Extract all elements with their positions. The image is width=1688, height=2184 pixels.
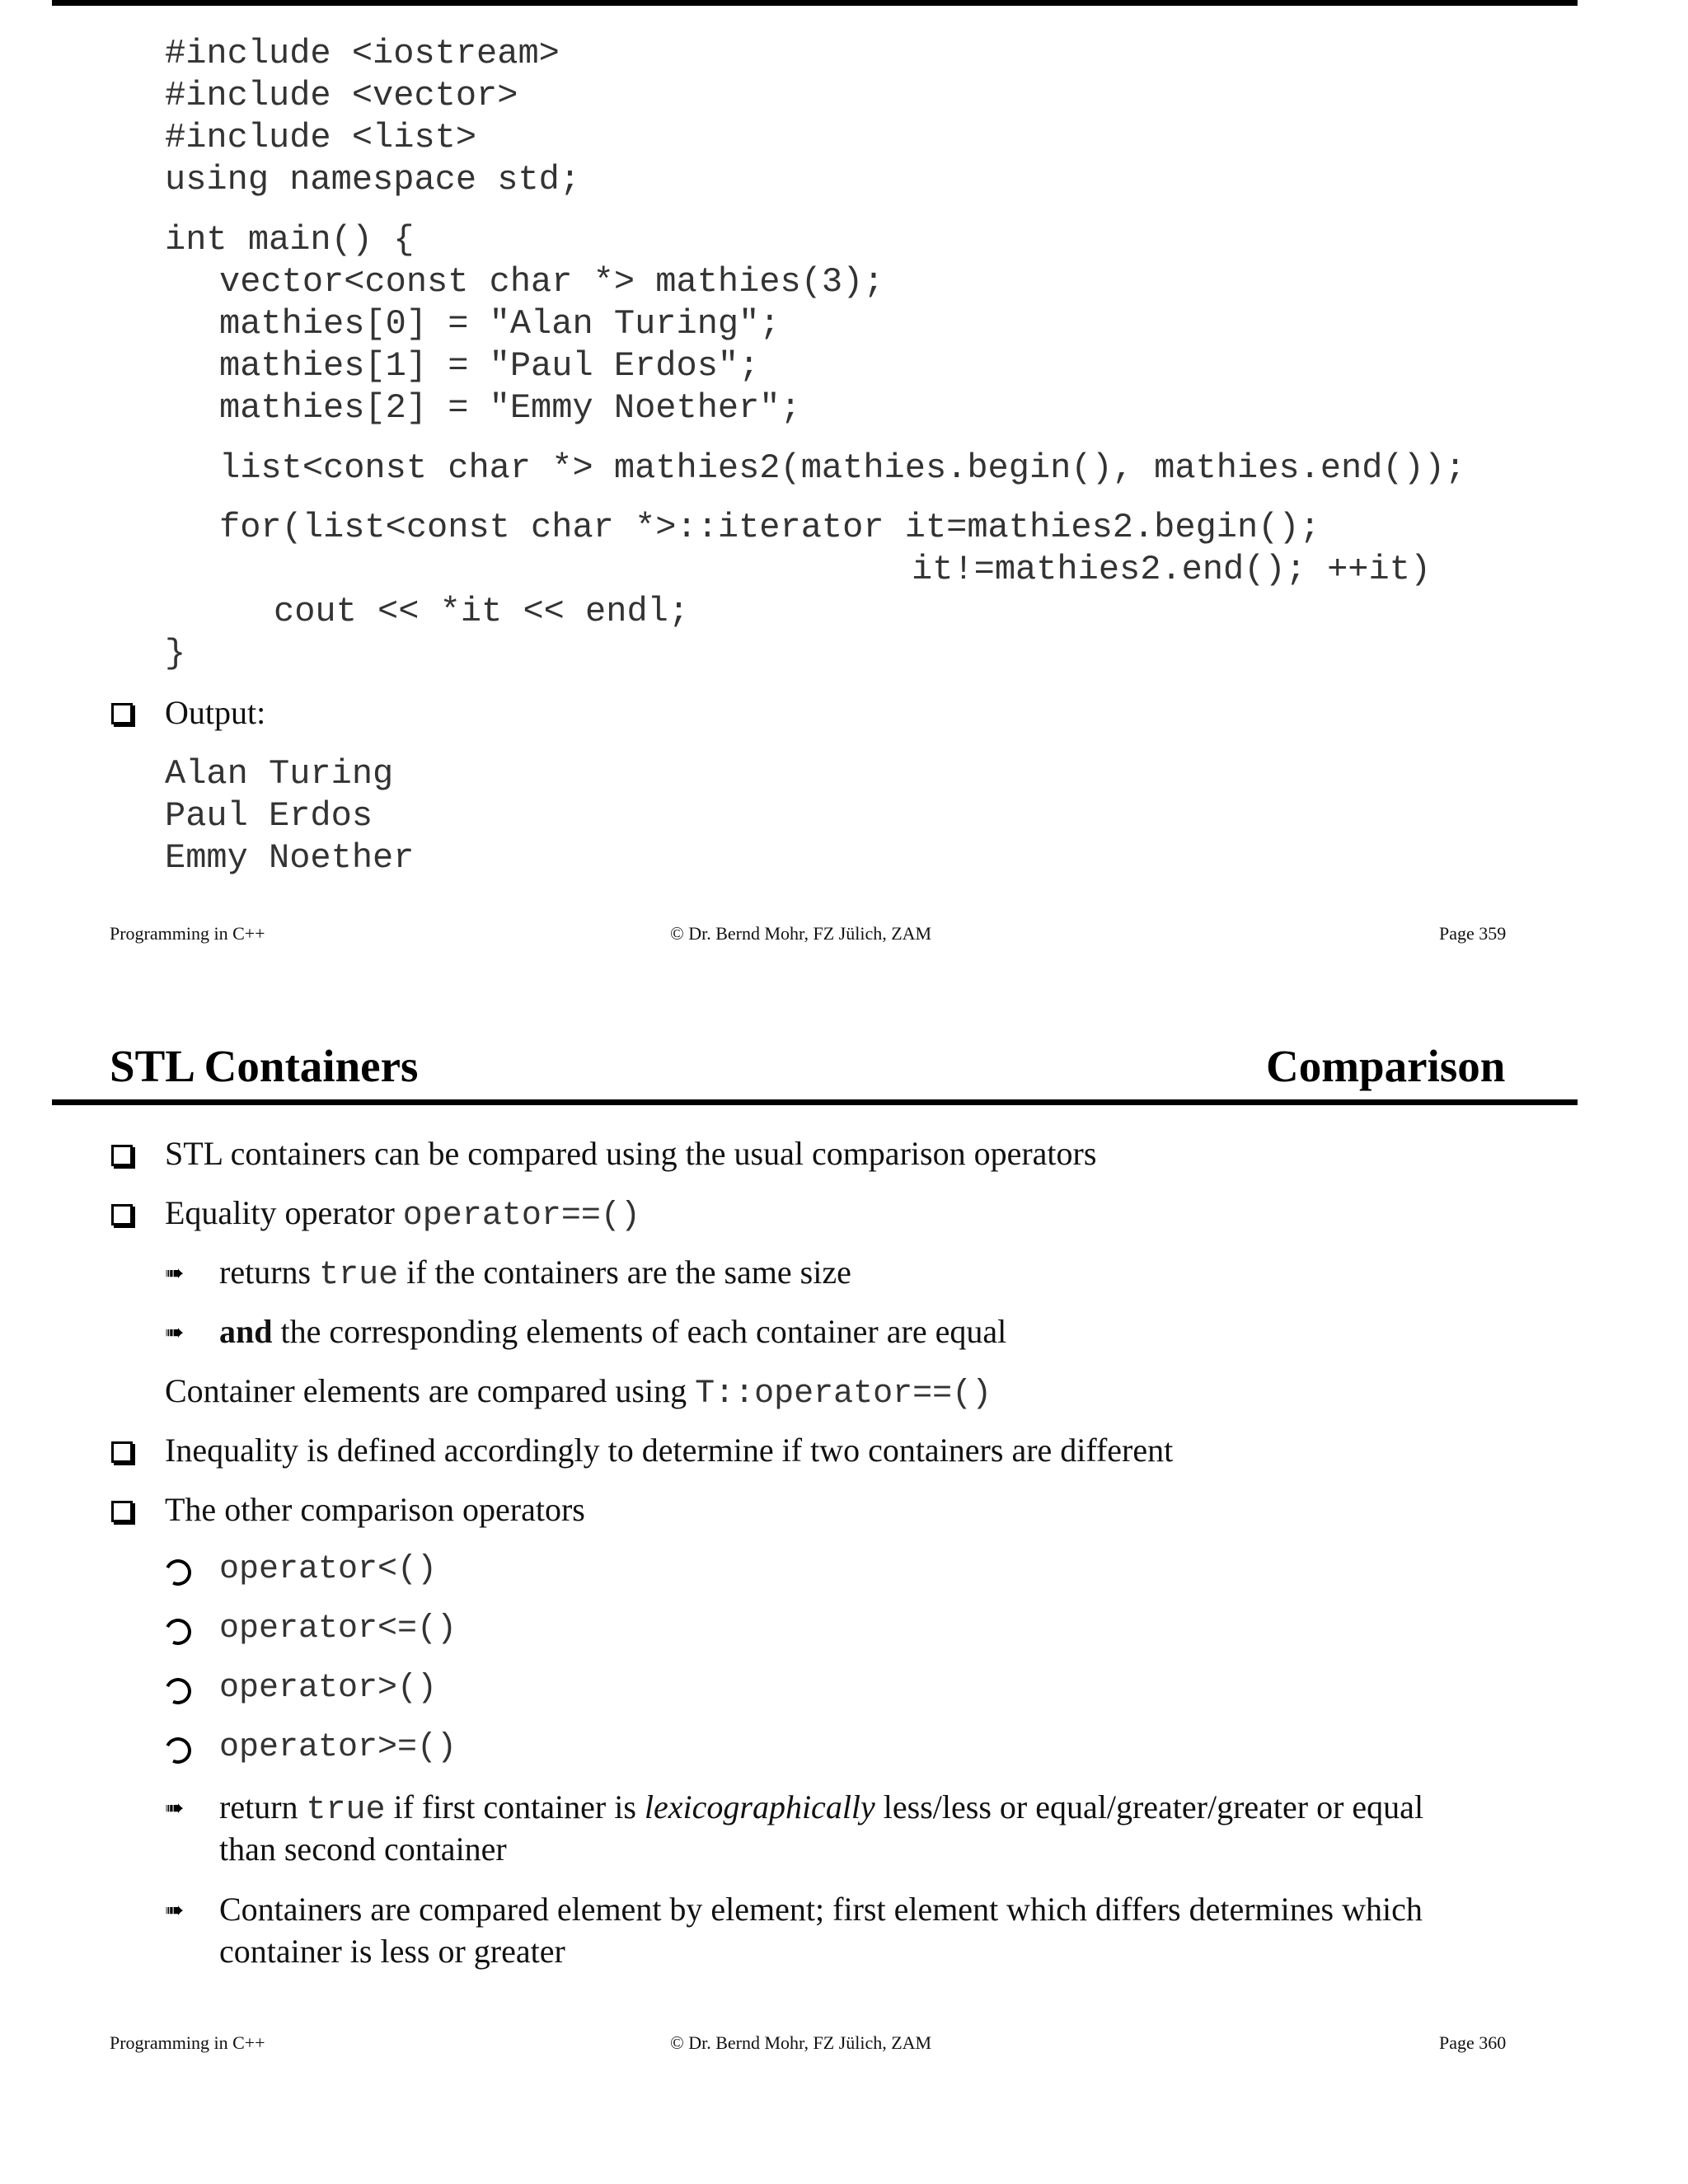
footer-left: Programming in C++ — [110, 2032, 265, 2053]
arrow-bullet-icon: ➠ — [165, 1319, 185, 1346]
sub-bullet-text — [219, 1252, 851, 1296]
circle-bullet-icon — [161, 1674, 195, 1708]
bullet-text — [165, 1193, 640, 1237]
code-line: cout << *it << endl; — [274, 592, 690, 631]
footer-left: Programming in C++ — [110, 923, 265, 944]
footer-right: Page 359 — [1439, 923, 1507, 944]
bullet-text: STL containers can be compared using the usual comparison operators — [165, 1135, 1097, 1172]
circle-bullet-icon — [161, 1733, 195, 1767]
code-line: int main() { — [165, 220, 415, 260]
code-line: #include <list> — [165, 118, 477, 157]
italic-text: lexicographically — [644, 1788, 875, 1825]
bullet-text: The other comparison operators — [165, 1491, 585, 1528]
code-line: it!=mathies2.end(); ++it) — [912, 550, 1432, 589]
inline-code: T::operator==() — [695, 1376, 992, 1413]
sub-bullet-text — [219, 1787, 1423, 1831]
text-part: Container elements are compared using — [165, 1372, 696, 1409]
checkbox-bullet-icon — [111, 703, 133, 724]
inline-code: operator==() — [402, 1197, 640, 1235]
operator-item: operator<=() — [219, 1610, 457, 1647]
footer-center: © Dr. Bernd Mohr, FZ Jülich, ZAM — [670, 2032, 932, 2053]
text-part: less/less or equal/greater/greater or equal — [874, 1788, 1424, 1825]
text-part: if the containers are the same size — [398, 1254, 851, 1291]
arrow-bullet-icon: ➠ — [165, 1794, 185, 1821]
code-line: #include <vector> — [165, 76, 518, 115]
page-title: STL Containers — [110, 1041, 419, 1091]
footer-center: © Dr. Bernd Mohr, FZ Jülich, ZAM — [670, 923, 932, 944]
text-part: return — [219, 1788, 307, 1825]
note-text — [165, 1371, 992, 1415]
sub-bullet-text — [219, 1311, 1006, 1352]
inline-code: true — [319, 1257, 399, 1294]
code-line: vector<const char *> mathies(3); — [219, 262, 884, 302]
page-subtitle: Comparison — [1266, 1041, 1506, 1091]
sub-bullet-text: Containers are compared element by element; first element which differs determines which — [219, 1891, 1423, 1928]
checkbox-bullet-icon — [111, 1145, 133, 1166]
code-line: mathies[0] = "Alan Turing"; — [219, 304, 781, 344]
arrow-bullet-icon: ➠ — [165, 1896, 185, 1924]
sub-bullet-continuation: container is less or greater — [219, 1933, 565, 1970]
output-label: Output: — [165, 694, 266, 731]
code-line: mathies[2] = "Emmy Noether"; — [219, 388, 801, 428]
output-line: Alan Turing — [165, 754, 394, 794]
operator-item: operator>=() — [219, 1729, 457, 1766]
bold-text: and — [219, 1313, 273, 1350]
inline-code: true — [306, 1792, 386, 1829]
checkbox-bullet-icon — [111, 1204, 133, 1226]
output-line: Emmy Noether — [165, 838, 415, 878]
code-line: } — [165, 634, 186, 673]
output-line: Paul Erdos — [165, 796, 373, 836]
text-part: returns — [219, 1254, 320, 1291]
checkbox-bullet-icon — [111, 1501, 133, 1522]
sub-bullet-continuation: than second container — [219, 1830, 507, 1868]
footer-right: Page 360 — [1439, 2032, 1507, 2053]
circle-bullet-icon — [161, 1555, 195, 1589]
code-line: for(list<const char *>::iterator it=mathies2.begin(); — [219, 508, 1320, 547]
code-line: using namespace std; — [165, 160, 581, 199]
circle-bullet-icon — [161, 1615, 195, 1648]
checkbox-bullet-icon — [111, 1441, 133, 1463]
text-part: if first container is — [385, 1788, 645, 1825]
text-part: the corresponding elements of each container are equal — [272, 1313, 1007, 1350]
bullet-text-part: Equality operator — [165, 1194, 403, 1231]
code-line: #include <iostream> — [165, 34, 560, 73]
bullet-text: Inequality is defined accordingly to determine if two containers are different — [165, 1432, 1174, 1469]
code-line: mathies[1] = "Paul Erdos"; — [219, 346, 760, 386]
top-rule — [52, 0, 1578, 6]
operator-item: operator>() — [219, 1670, 438, 1707]
arrow-bullet-icon: ➠ — [165, 1259, 185, 1286]
operator-item: operator<() — [219, 1551, 438, 1588]
title-rule — [52, 1099, 1578, 1105]
code-line: list<const char *> mathies2(mathies.begin(), mathies.end()); — [219, 448, 1466, 488]
